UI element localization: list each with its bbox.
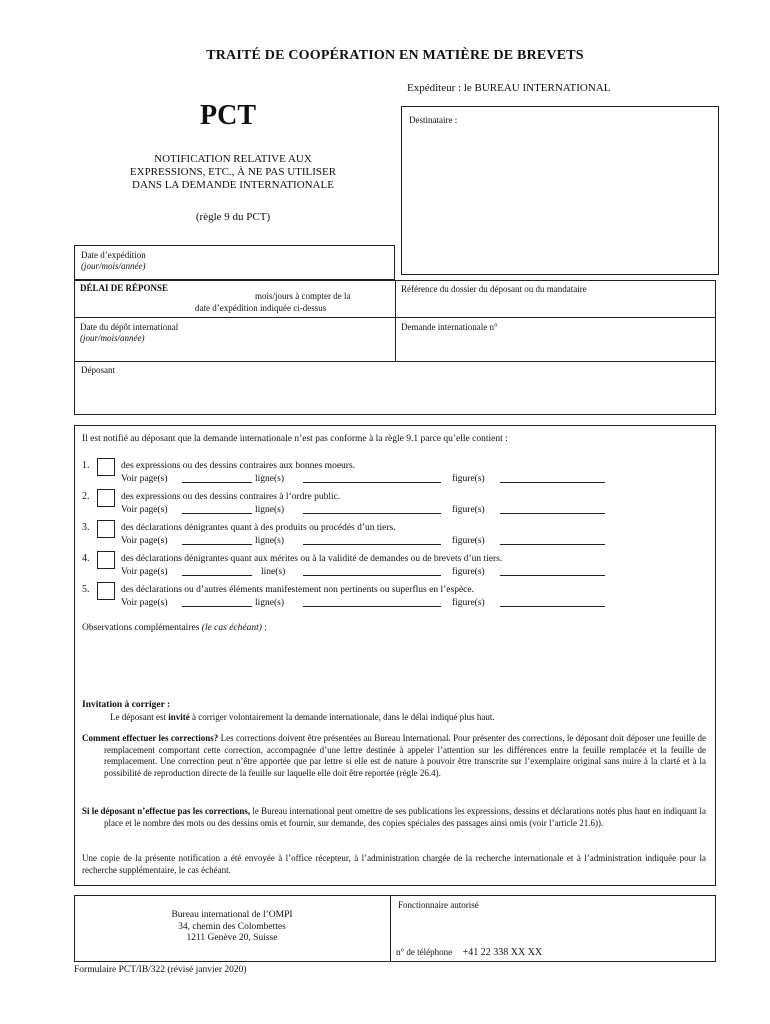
notif-line-1: NOTIFICATION RELATIVE AUX — [154, 153, 312, 165]
sender-line: Expéditeur : le BUREAU INTERNATIONAL — [407, 82, 611, 94]
observations-italic: (le cas échéant) — [201, 623, 262, 633]
delai-note-1: mois/jours à compter de la — [255, 291, 351, 301]
item-checkbox[interactable] — [97, 489, 115, 507]
figures-label: figure(s) — [452, 474, 485, 484]
figures-field[interactable] — [500, 535, 605, 545]
invitation-title: Invitation à corriger : — [82, 700, 171, 710]
item-1 — [75, 458, 715, 484]
applicant-box — [74, 361, 716, 415]
see-pages-label: Voir page(s) — [121, 536, 168, 546]
item-number: 1. — [82, 460, 90, 471]
date-expedition-format: (jour/mois/année) — [81, 261, 146, 271]
lines-label: ligne(s) — [255, 536, 285, 546]
see-pages-label: Voir page(s) — [121, 567, 168, 577]
pages-field[interactable] — [182, 535, 252, 545]
item-checkbox[interactable] — [97, 458, 115, 476]
invitation-text — [110, 712, 495, 723]
copy-notice: Une copie de la présente notification a été envoyée à l’office récepteur, à l’administration chargée de la recherche internationale et à l’administration indiquée pour la recherche supplémentaire, le cas échéant. — [82, 853, 706, 875]
item-text: des déclarations dénigrantes quant à des produits ou procédés d’un tiers. — [121, 523, 396, 533]
date-expedition-label: Date d’expédition — [81, 250, 146, 260]
item-checkbox[interactable] — [97, 520, 115, 538]
figures-label: figure(s) — [452, 567, 485, 577]
notification-body — [74, 425, 716, 886]
date-expedition-box — [74, 245, 395, 280]
notif-line-2: EXPRESSIONS, ETC., À NE PAS UTILISER — [129, 166, 337, 178]
item-text: des expressions ou des dessins contraires à l’ordre public. — [121, 492, 341, 502]
rule-reference: (règle 9 du PCT) — [195, 211, 271, 223]
applicant-label: Déposant — [81, 365, 115, 375]
phone-row — [396, 947, 542, 958]
delai-label: DÉLAI DE RÉPONSE — [80, 283, 169, 293]
item-text: des déclarations dénigrantes quant aux mérites ou à la validité de demandes ou de brevets d’un tiers. — [121, 554, 503, 564]
recipient-box — [401, 106, 719, 275]
reference-label: Référence du dossier du déposant ou du mandataire — [401, 284, 587, 294]
inv-pre: Le déposant est — [110, 712, 169, 722]
if-title: Si le déposant n’effectue pas les corrections, — [82, 806, 251, 816]
figures-field[interactable] — [500, 597, 605, 607]
date-depot-label: Date du dépôt international — [80, 322, 179, 332]
lines-label: ligne(s) — [255, 598, 285, 608]
figures-label: figure(s) — [452, 598, 485, 608]
item-checkbox[interactable] — [97, 582, 115, 600]
item-text: des déclarations ou d’autres éléments manifestement non pertinents ou superflus en l’espèce. — [121, 585, 474, 595]
pages-field[interactable] — [182, 597, 252, 607]
authorized-officer-label: Fonctionnaire autorisé — [398, 900, 479, 910]
observations-text: Observations complémentaires — [82, 623, 200, 633]
item-2 — [75, 489, 715, 515]
recipient-label: Destinataire : — [409, 115, 458, 125]
delai-note-2: date d’expédition indiquée ci-dessus — [195, 303, 327, 313]
observations-area[interactable] — [82, 638, 707, 693]
if-not-corrected — [82, 806, 706, 829]
how-title: Comment effectuer les corrections? — [82, 733, 219, 743]
notification-title — [78, 153, 388, 192]
item-number: 5. — [82, 584, 90, 595]
item-4 — [75, 551, 715, 577]
intl-application-label: Demande internationale n° — [401, 322, 498, 332]
ompi-line-1: Bureau international de l’OMPI — [171, 910, 293, 920]
divider — [390, 895, 391, 962]
lines-field[interactable] — [303, 566, 441, 576]
lines-field[interactable] — [303, 504, 441, 514]
item-5 — [75, 582, 715, 608]
pages-field[interactable] — [182, 473, 252, 483]
intro-text: Il est notifié au déposant que la demande internationale n’est pas conforme à la règle 9.1 parce qu’elle contient : — [82, 434, 508, 444]
phone-label: n° de téléphone — [396, 947, 453, 957]
lines-label: ligne(s) — [255, 505, 285, 515]
ompi-address — [74, 910, 390, 945]
figures-field[interactable] — [500, 566, 605, 576]
lines-field[interactable] — [303, 473, 441, 483]
inv-post: à corriger volontairement la demande internationale, dans le délai indiqué plus haut. — [189, 712, 495, 722]
inv-bold: invité — [168, 712, 190, 722]
item-checkbox[interactable] — [97, 551, 115, 569]
item-number: 4. — [82, 553, 90, 564]
lines-label: ligne(s) — [255, 474, 285, 484]
see-pages-label: Voir page(s) — [121, 598, 168, 608]
see-pages-label: Voir page(s) — [121, 474, 168, 484]
notif-line-3: DANS LA DEMANDE INTERNATIONALE — [132, 179, 334, 191]
if-text: le Bureau international peut omettre de ses publications les expressions, dessins et déclarations notés plus haut en indiquant la place et le nombre des mots ou des dessins omis et fournir, sur demande, des copies spéciales des passages ainsi omis (voir l’article 21.6)). — [104, 806, 707, 828]
item-3 — [75, 520, 715, 546]
figures-field[interactable] — [500, 504, 605, 514]
lines-label: line(s) — [261, 567, 286, 577]
lines-field[interactable] — [303, 597, 441, 607]
figures-label: figure(s) — [452, 505, 485, 515]
divider — [395, 280, 396, 318]
divider — [395, 317, 396, 362]
figures-label: figure(s) — [452, 536, 485, 546]
pages-field[interactable] — [182, 566, 252, 576]
date-depot-format: (jour/mois/année) — [80, 333, 145, 343]
observations-colon: : — [261, 623, 267, 633]
item-number: 2. — [82, 491, 90, 502]
phone-value: +41 22 338 XX XX — [462, 947, 543, 958]
ompi-line-3: 1211 Genève 20, Suisse — [186, 933, 278, 943]
item-number: 3. — [82, 522, 90, 533]
ompi-line-2: 34, chemin des Colombettes — [178, 921, 286, 932]
item-text: des expressions ou des dessins contraires aux bonnes moeurs. — [121, 461, 356, 471]
pct-title: PCT — [200, 100, 256, 131]
pages-field[interactable] — [182, 504, 252, 514]
how-to-correct — [82, 733, 706, 779]
lines-field[interactable] — [303, 535, 441, 545]
form-identifier: Formulaire PCT/IB/322 (révisé janvier 2020) — [74, 965, 247, 975]
main-title: TRAITÉ DE COOPÉRATION EN MATIÈRE DE BREVETS — [206, 48, 584, 63]
how-text: Les corrections doivent être présentées au Bureau International. Pour présenter des corrections, le déposant doit déposer une feuille de remplacement comportant cette correction, accompagnée d’une lettre destinée à appeler l’attention sur les différences entre la feuille remplacée et la feuille de remplacement. Une correction peut n’être apportée que par lettre si elle est de nature à pouvoir être transcrite sur l’exemplaire original sans nuire à la clarté et à la possibilité de reproduction directe de la feuille sur laquelle elle doit être reportée (règle 26.4). — [104, 733, 706, 778]
see-pages-label: Voir page(s) — [121, 505, 168, 515]
figures-field[interactable] — [500, 473, 605, 483]
observations-label — [82, 622, 267, 634]
